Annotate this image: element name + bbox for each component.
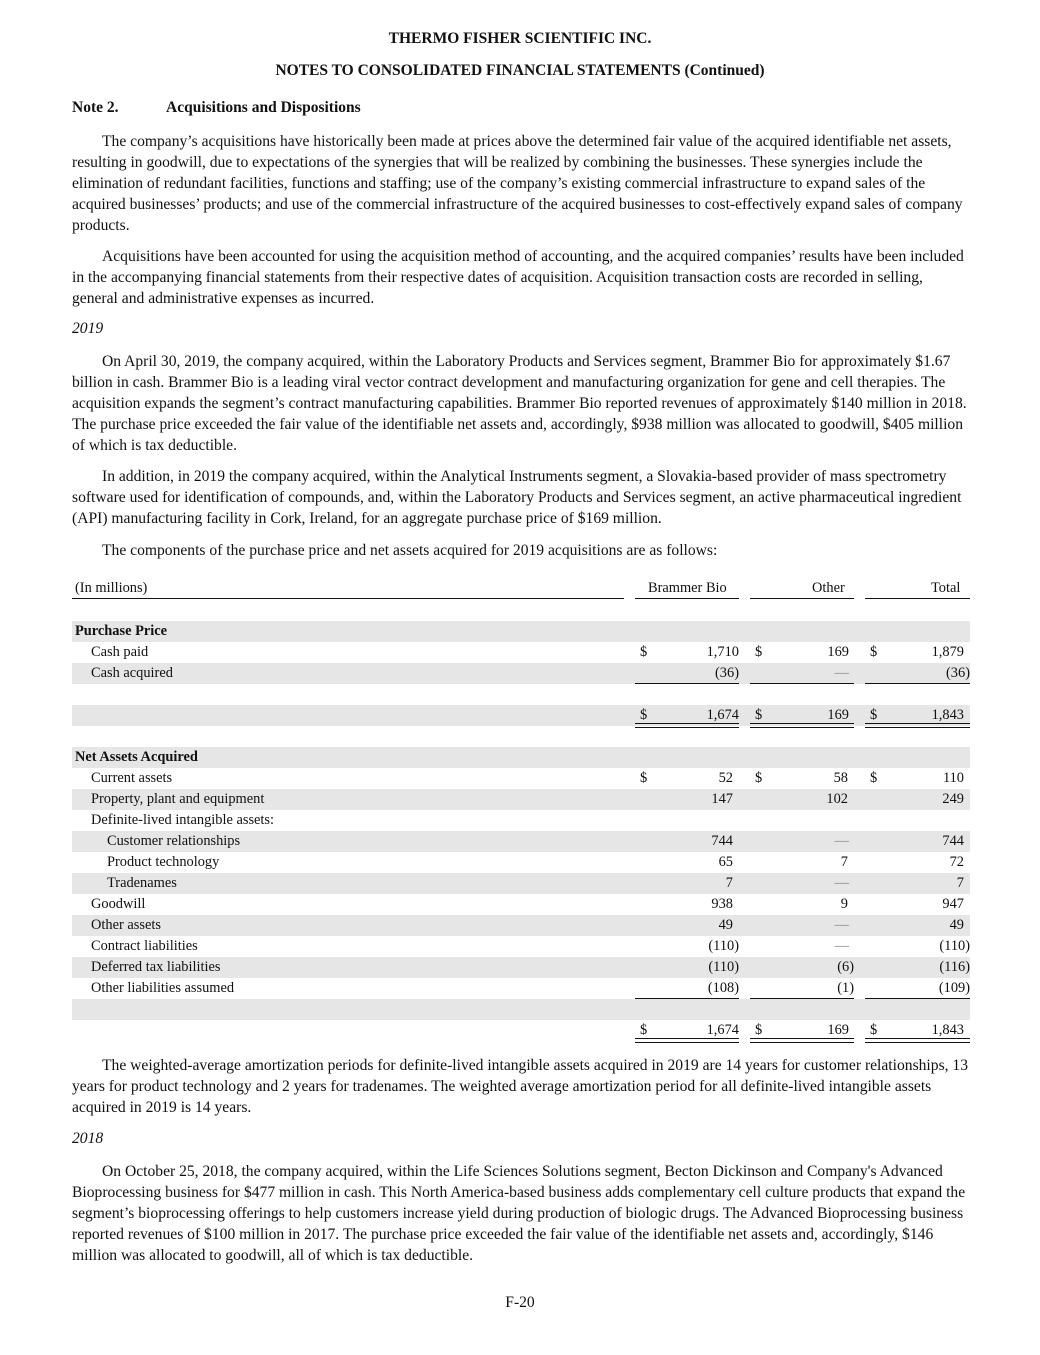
year-heading-2018: 2018 — [72, 1130, 104, 1147]
units-label: (In millions) — [75, 580, 148, 596]
table-row-contract-liabilities: Contract liabilities (110) — (110) — [91, 938, 970, 954]
table-row-ppe: Property, plant and equipment 147 102 249 — [72, 789, 970, 810]
page-subtitle: NOTES TO CONSOLIDATED FINANCIAL STATEMENTS (Continued) — [275, 62, 765, 79]
table-row-cash-acquired: Cash acquired (36) — (36) — [72, 663, 970, 684]
paragraph-goodwill: The company’s acquisitions have historically been made at prices above the determined fair value of the acquired identifiable net assets, resulting in goodwill, due to expectations of the synergies that will be realized by combining the businesses. These synergies include the elimination of redundant facilities, functions and staffing; use of the company’s existing commercial infrastructure to expand sales of the acquired businesses’ products; and use of the commercial infrastructure of the acquired businesses to cost-effectively expand sales of company products. — [72, 133, 963, 234]
table-row-net-assets-heading: Net Assets Acquired — [72, 747, 970, 768]
table-row-purchase-total: $ 1,674 $ 169 $ 1,843 — [72, 705, 970, 726]
company-name: THERMO FISHER SCIENTIFIC INC. — [388, 30, 652, 47]
table-row-current-assets: Current assets $ 52 $ 58 $ 110 — [91, 770, 964, 786]
table-row-other-liabilities: Other liabilities assumed (108) (1) (109) — [72, 978, 970, 999]
table-row-spacer — [72, 999, 970, 1020]
paragraph-amortization: The weighted-average amortization periods for definite-lived intangible assets acquired in 2019 are 14 years for customer relationships, 13 years for product technology and 2 years for tradenames. The weighted average amortization period for all definite-lived intangible assets acquired in 2019 is 14 years. — [72, 1057, 969, 1116]
table-row-net-assets-total: $ 1,674 $ 169 $ 1,843 — [72, 1020, 970, 1041]
paragraph-advanced-bioprocessing: On October 25, 2018, the company acquired, within the Life Sciences Solutions segment, Becton Dickinson and Company's Advanced Bioprocessing business for $477 million in cash. This North America-based business adds complementary cell culture products that expand the segment’s bioprocessing offerings to help customers increase yield during production of biologic drugs. The Advanced Bioprocessing business reported revenues of $100 million in 2017. The purchase price exceeded the fair value of the identifiable net assets and, accordingly, $146 million was allocated to goodwill, all of which is tax deductible. — [72, 1163, 966, 1264]
purchase-price-table — [72, 578, 970, 1038]
note-number: Note 2. — [72, 99, 119, 116]
table-row-deferred-tax: Deferred tax liabilities (110) (6) (116) — [72, 957, 970, 978]
table-row-goodwill: Goodwill 938 9 947 — [91, 896, 964, 912]
table-row-product-technology: Product technology 65 7 72 — [107, 854, 964, 870]
year-heading-2019: 2019 — [72, 320, 104, 337]
paragraph-accounting-method: Acquisitions have been accounted for using the acquisition method of accounting, and the acquired companies’ results have been included in the accompanying financial statements from their respective dates of acquisition. Acquisition transaction costs are recorded in selling, general and administrative expenses as incurred. — [72, 248, 964, 307]
paragraph-brammer-bio: On April 30, 2019, the company acquired, within the Laboratory Products and Services segment, Brammer Bio for approximately $1.67 billion in cash. Brammer Bio is a leading viral vector contract development and manufacturing organization for gene and cell therapies. The acquisition expands the segment’s contract manufacturing capabilities. Brammer Bio reported revenues of approximately $140 million in 2018. The purchase price exceeded the fair value of the identifiable net assets and, accordingly, $938 million was allocated to goodwill, $405 million of which is tax deductible. — [72, 353, 967, 454]
table-row-other-assets: Other assets 49 — 49 — [72, 915, 970, 936]
table-row-definite-lived: Definite-lived intangible assets: — [91, 812, 275, 828]
column-header-other: Other — [812, 580, 845, 596]
paragraph-other-acquisitions: In addition, in 2019 the company acquired, within the Analytical Instruments segment, a Slovakia-based provider of mass spectrometry software used for identification of compounds, and, within the Laboratory Products and Services segment, an active pharmaceutical ingredient (API) manufacturing facility in Cork, Ireland, for an aggregate purchase price of $169 million. — [72, 468, 962, 527]
table-row-purchase-price-heading: Purchase Price — [72, 621, 970, 642]
column-header-brammer-bio: Brammer Bio — [648, 580, 727, 596]
table-row-customer-relationships: Customer relationships 744 — 744 — [72, 831, 970, 852]
table-header — [72, 578, 970, 600]
table-row-tradenames: Tradenames 7 — 7 — [72, 873, 970, 894]
note-title: Acquisitions and Dispositions — [166, 99, 361, 116]
paragraph-table-intro: The components of the purchase price and net assets acquired for 2019 acquisitions are as follows: — [102, 542, 718, 559]
page-number: F-20 — [505, 1294, 535, 1311]
table-row-cash-paid: Cash paid $ 1,710 $ 169 $ 1,879 — [91, 644, 964, 660]
note-heading — [72, 99, 361, 117]
column-header-total: Total — [931, 580, 961, 596]
